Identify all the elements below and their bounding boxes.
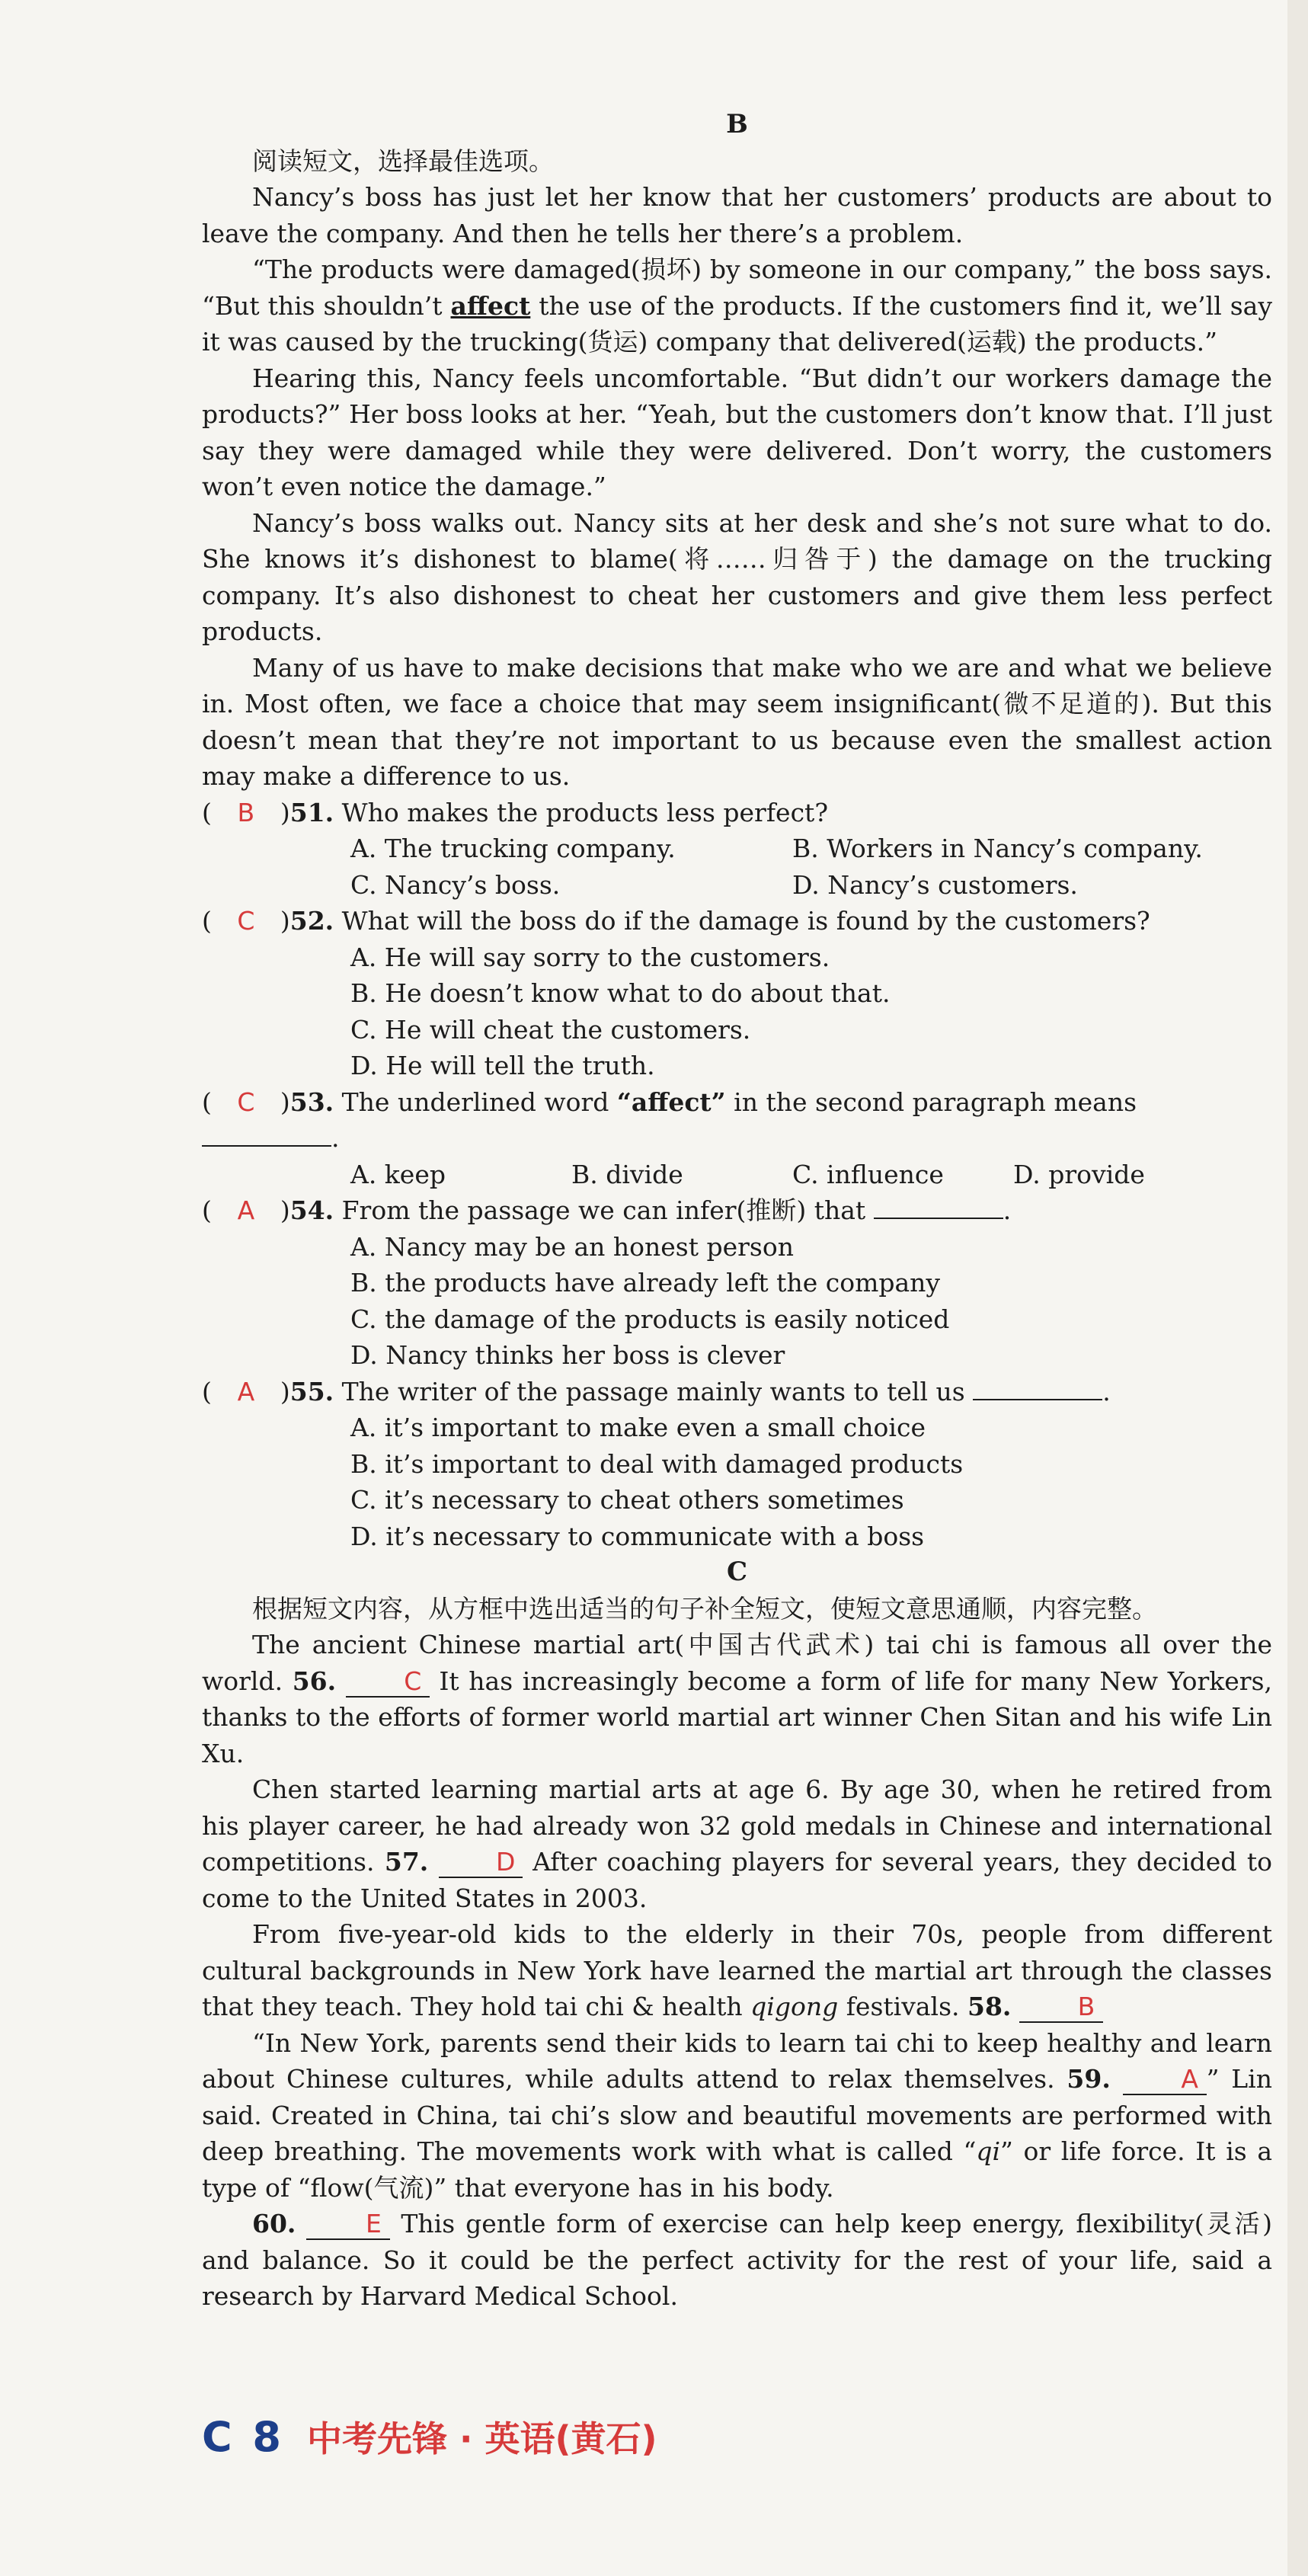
fill-blank-56: C bbox=[346, 1667, 430, 1698]
passage-b-paragraph-2 bbox=[202, 251, 1272, 360]
worksheet-page bbox=[202, 107, 1272, 2315]
question-54: ( A )54. From the passage we can infer(推断) that . bbox=[202, 1192, 1272, 1229]
question-stem: The underlined word bbox=[334, 1086, 617, 1117]
options-row bbox=[202, 867, 1272, 904]
option-c: C. it’s necessary to cheat others sometimes bbox=[350, 1485, 904, 1515]
question-number: 52. bbox=[289, 906, 334, 936]
question-53: ( C )53. The underlined word “affect” in the second paragraph means . bbox=[202, 1084, 1272, 1157]
option-c: C. Nancy’s boss. bbox=[350, 869, 561, 900]
text-run: This gentle form of exercise can help keep energy, flexibility(灵活) and balance. So it could be the perfect activity for the rest of your life, said a research by Harvard Medical School. bbox=[202, 2209, 1272, 2311]
text-run: festivals. bbox=[838, 1992, 967, 2021]
quoted-word: “affect” bbox=[616, 1086, 726, 1117]
passage-b-paragraph-5: Many of us have to make decisions that make who we are and what we believe in. Most often, we face a choice that may seem insignificant(微不足道的). But this doesn’t mean that they’re not important to us because even the smallest action may make a difference to us. bbox=[202, 652, 1272, 791]
option-c: C. the damage of the products is easily noticed bbox=[350, 1304, 950, 1334]
text-run: the use of the products. If the customers find it, we’ll say it was caused by the trucking(货运) company that delivered(运载) the products.” bbox=[202, 290, 1272, 357]
question-52: ( C )52. What will the boss do if the damage is found by the customers? bbox=[202, 903, 1272, 939]
answer-blank bbox=[973, 1376, 1102, 1400]
section-c-title: C bbox=[726, 1557, 748, 1587]
book-brand: 中考先锋 · 英语(黄石) bbox=[307, 2418, 657, 2459]
question-number: 54. bbox=[289, 1195, 334, 1225]
options-row bbox=[202, 1157, 1272, 1193]
question-stem: From the passage we can infer(推断) that bbox=[334, 1195, 866, 1225]
blank-number-57: 57. bbox=[384, 1847, 429, 1877]
option-a: A. keep bbox=[350, 1159, 446, 1189]
question-stem: in the second paragraph means bbox=[725, 1086, 1137, 1117]
option-d: D. it’s necessary to communicate with a boss bbox=[350, 1521, 925, 1551]
section-c-instruction: 根据短文内容，从方框中选出适当的句子补全短文，使短文意思通顺，内容完整。 bbox=[252, 1593, 1157, 1624]
passage-b-paragraph-4: Nancy’s boss walks out. Nancy sits at her desk and she’s not sure what to do. She knows it’s dishonest to blame(将……归咎于) the damage on the trucking company. It’s also dishonest to cheat her customers and give them less perfect products. bbox=[202, 507, 1272, 646]
passage-c-paragraph-3 bbox=[202, 1916, 1272, 2025]
fill-blank-57: D bbox=[439, 1848, 523, 1878]
passage-c-paragraph-5 bbox=[202, 2206, 1272, 2315]
option-c: C. influence bbox=[792, 1159, 944, 1189]
passage-b-paragraph-3: Hearing this, Nancy feels uncomfortable. “But didn’t our workers damage the products?” Her boss looks at her. “Yeah, but the customers don’t know that. I’ll just say they were damaged while they were delivered. Don’t worry, the customers won’t even notice the damage.” bbox=[202, 363, 1272, 501]
option-b: B. divide bbox=[571, 1159, 683, 1189]
section-b-instruction: 阅读短文，选择最佳选项。 bbox=[252, 146, 554, 176]
option-d: D. Nancy’s customers. bbox=[792, 869, 1078, 900]
italic-term: qigong bbox=[750, 1992, 839, 2021]
text-run: “The products were damaged(损坏) by someone in our company,” the boss says. “But this shouldn’t bbox=[202, 254, 1272, 321]
text-run: After coaching players for several years, they decided to come to the United States in 2003. bbox=[202, 1847, 1272, 1913]
answer-53: C bbox=[237, 1086, 255, 1117]
question-stem: What will the boss do if the damage is found by the customers? bbox=[334, 906, 1150, 936]
fill-blank-58: B bbox=[1019, 1992, 1103, 2023]
question-stem: Who makes the products less perfect? bbox=[334, 797, 829, 827]
question-55: ( A )55. The writer of the passage mainly wants to tell us . bbox=[202, 1374, 1272, 1410]
text-run: It has increasingly become a form of life for many New Yorkers, thanks to the efforts of former world martial art winner Chen Sitan and his wife Lin Xu. bbox=[202, 1666, 1272, 1768]
question-number: 51. bbox=[289, 797, 334, 827]
passage-b-paragraph-1: Nancy’s boss has just let her know that her customers’ products are about to leave the company. And then he tells her there’s a problem. bbox=[202, 182, 1272, 248]
answer-blank bbox=[874, 1195, 1003, 1219]
blank-number-58: 58. bbox=[967, 1992, 1012, 2021]
question-51: ( B )51. Who makes the products less perfect? bbox=[202, 795, 1272, 831]
passage-c-paragraph-1 bbox=[202, 1627, 1272, 1771]
blank-number-60: 60. bbox=[252, 2209, 296, 2238]
text-run: “In New York, parents send their kids to learn tai chi to keep healthy and learn about Chinese cultures, while adults attend to relax themselves. bbox=[202, 2027, 1272, 2094]
option-d: D. He will tell the truth. bbox=[350, 1051, 655, 1080]
text-run: ” Lin said. Created in China, tai chi’s slow and beautiful movements are performed with deep breathing. The movements work with what is called “ bbox=[202, 2064, 1272, 2166]
text-run: From five-year-old kids to the elderly in their 70s, people from different cultural backgrounds in New York have learned the martial art through the classes that they teach. They hold tai chi & health bbox=[202, 1919, 1272, 2021]
option-b: B. Workers in Nancy’s company. bbox=[792, 834, 1203, 863]
answer-54: A bbox=[237, 1195, 255, 1225]
option-a: A. He will say sorry to the customers. bbox=[350, 942, 830, 972]
answer-51: B bbox=[237, 797, 255, 827]
answer-55: A bbox=[237, 1376, 255, 1406]
blank-number-56: 56. bbox=[292, 1666, 337, 1696]
passage-c-paragraph-2 bbox=[202, 1771, 1272, 1916]
page-code: C 8 bbox=[202, 2413, 285, 2461]
passage-c-paragraph-4 bbox=[202, 2025, 1272, 2206]
text-run: The ancient Chinese martial art(中国古代武术) tai chi is famous all over the world. bbox=[202, 1630, 1272, 1696]
page-footer bbox=[202, 2411, 657, 2462]
fill-blank-59: A bbox=[1123, 2065, 1207, 2095]
answer-blank bbox=[202, 1122, 331, 1147]
option-b: B. the products have already left the company bbox=[350, 1268, 941, 1298]
option-c: C. He will cheat the customers. bbox=[350, 1014, 751, 1045]
option-a: A. it’s important to make even a small choice bbox=[350, 1413, 926, 1442]
options-row bbox=[202, 830, 1272, 867]
page-edge-strip bbox=[1287, 0, 1308, 2576]
answer-52: C bbox=[237, 906, 255, 936]
question-number: 55. bbox=[289, 1376, 334, 1406]
text-run: ” or life force. It is a type of “flow(气流)” that everyone has in his body. bbox=[202, 2136, 1272, 2203]
underlined-word-affect: affect bbox=[450, 290, 531, 321]
option-a: A. Nancy may be an honest person bbox=[350, 1231, 794, 1262]
option-b: B. it’s important to deal with damaged products bbox=[350, 1448, 964, 1479]
question-stem: The writer of the passage mainly wants to tell us bbox=[334, 1376, 965, 1406]
text-run: Chen started learning martial arts at age 6. By age 30, when he retired from his player career, he had already won 32 gold medals in Chinese and international competitions. bbox=[202, 1774, 1272, 1877]
section-b-title: B bbox=[726, 109, 748, 139]
question-number: 53. bbox=[289, 1086, 334, 1117]
fill-blank-60: E bbox=[306, 2210, 390, 2240]
option-d: D. provide bbox=[1013, 1159, 1145, 1189]
option-b: B. He doesn’t know what to do about that. bbox=[350, 978, 891, 1008]
blank-number-59: 59. bbox=[1067, 2064, 1111, 2094]
italic-term: qi bbox=[976, 2136, 1001, 2166]
option-d: D. Nancy thinks her boss is clever bbox=[350, 1340, 785, 1370]
option-a: A. The trucking company. bbox=[350, 834, 676, 863]
